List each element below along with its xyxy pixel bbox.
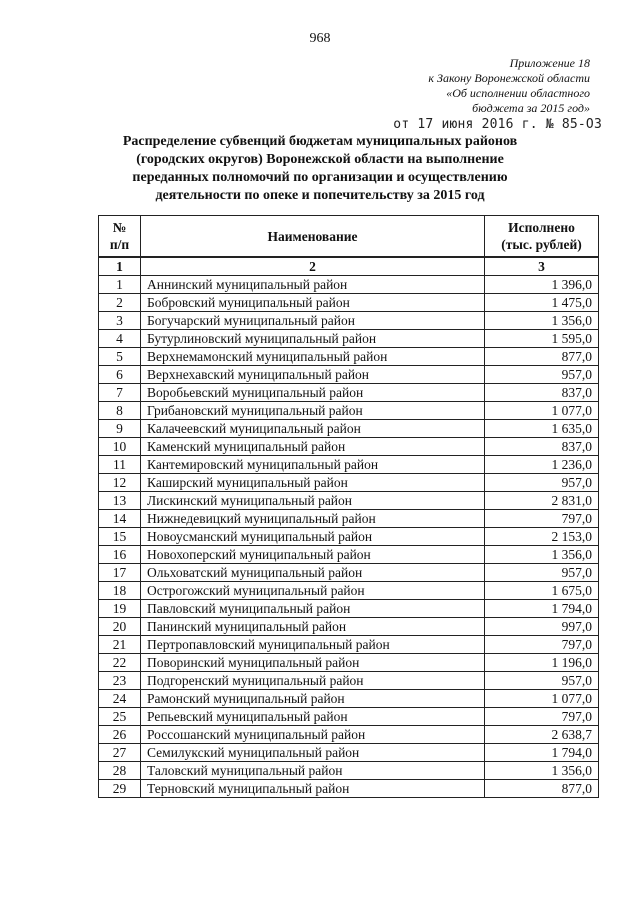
row-name-cell: Кантемировский муниципальный район xyxy=(141,456,485,474)
table-row xyxy=(99,618,599,636)
appendix-line: бюджета за 2015 год» xyxy=(472,101,590,115)
row-value-cell: 1 675,0 xyxy=(485,582,599,600)
row-name-cell: Семилукский муниципальный район xyxy=(141,744,485,762)
header-value-line: (тыс. рублей) xyxy=(501,237,582,252)
table-row xyxy=(99,474,599,492)
row-value-cell: 1 794,0 xyxy=(485,600,599,618)
table-row xyxy=(99,690,599,708)
row-name-cell: Новоусманский муниципальный район xyxy=(141,528,485,546)
row-value-cell: 2 638,7 xyxy=(485,726,599,744)
row-name-cell: Панинский муниципальный район xyxy=(141,618,485,636)
row-number-cell: 25 xyxy=(99,708,141,726)
row-number-cell: 16 xyxy=(99,546,141,564)
row-name-cell: Нижнедевицкий муниципальный район xyxy=(141,510,485,528)
row-name-cell: Верхнехавский муниципальный район xyxy=(141,366,485,384)
table-row xyxy=(99,780,599,798)
row-name-cell: Бобровский муниципальный район xyxy=(141,294,485,312)
row-value-cell: 877,0 xyxy=(485,780,599,798)
row-number-cell: 4 xyxy=(99,330,141,348)
row-number-cell: 13 xyxy=(99,492,141,510)
row-name-cell: Терновский муниципальный район xyxy=(141,780,485,798)
table-row xyxy=(99,636,599,654)
title-line: (городских округов) Воронежской области на выполнение xyxy=(136,152,504,167)
table-row xyxy=(99,402,599,420)
table-row xyxy=(99,348,599,366)
row-value-cell: 1 356,0 xyxy=(485,546,599,564)
appendix-note xyxy=(330,56,590,116)
row-name-cell: Россошанский муниципальный район xyxy=(141,726,485,744)
row-number-cell: 28 xyxy=(99,762,141,780)
row-number-cell: 7 xyxy=(99,384,141,402)
row-value-cell: 1 356,0 xyxy=(485,762,599,780)
table-row xyxy=(99,294,599,312)
row-value-cell: 957,0 xyxy=(485,672,599,690)
row-name-cell: Каменский муниципальный район xyxy=(141,438,485,456)
row-number-cell: 9 xyxy=(99,420,141,438)
table-row xyxy=(99,366,599,384)
table-row xyxy=(99,672,599,690)
table-row xyxy=(99,762,599,780)
row-name-cell: Лискинский муниципальный район xyxy=(141,492,485,510)
row-number-cell: 29 xyxy=(99,780,141,798)
header-name: Наименование xyxy=(141,216,485,258)
table-row xyxy=(99,654,599,672)
row-number-cell: 19 xyxy=(99,600,141,618)
table-row xyxy=(99,510,599,528)
row-value-cell: 957,0 xyxy=(485,366,599,384)
row-name-cell: Грибановский муниципальный район xyxy=(141,402,485,420)
row-number-cell: 10 xyxy=(99,438,141,456)
table-row xyxy=(99,330,599,348)
row-number-cell: 20 xyxy=(99,618,141,636)
table-row xyxy=(99,420,599,438)
row-value-cell: 1 196,0 xyxy=(485,654,599,672)
row-name-cell: Подгоренский муниципальный район xyxy=(141,672,485,690)
row-value-cell: 877,0 xyxy=(485,348,599,366)
row-name-cell: Каширский муниципальный район xyxy=(141,474,485,492)
row-value-cell: 797,0 xyxy=(485,636,599,654)
row-number-cell: 14 xyxy=(99,510,141,528)
row-number-cell: 1 xyxy=(99,276,141,294)
appendix-line: к Закону Воронежской области xyxy=(428,71,590,85)
row-value-cell: 1 595,0 xyxy=(485,330,599,348)
title-line: деятельности по опеке и попечительству за 2015 год xyxy=(155,188,485,203)
table-row xyxy=(99,582,599,600)
row-name-cell: Таловский муниципальный район xyxy=(141,762,485,780)
table-row xyxy=(99,546,599,564)
column-number: 2 xyxy=(141,257,485,276)
row-value-cell: 1 794,0 xyxy=(485,744,599,762)
column-number-row xyxy=(99,257,599,276)
table-row xyxy=(99,600,599,618)
row-number-cell: 6 xyxy=(99,366,141,384)
row-number-cell: 5 xyxy=(99,348,141,366)
row-name-cell: Ольховатский муниципальный район xyxy=(141,564,485,582)
row-number-cell: 3 xyxy=(99,312,141,330)
header-value-line: Исполнено xyxy=(508,220,575,235)
row-value-cell: 1 475,0 xyxy=(485,294,599,312)
row-value-cell: 997,0 xyxy=(485,618,599,636)
row-number-cell: 24 xyxy=(99,690,141,708)
row-value-cell: 2 831,0 xyxy=(485,492,599,510)
row-value-cell: 957,0 xyxy=(485,564,599,582)
column-number: 3 xyxy=(485,257,599,276)
table-row xyxy=(99,276,599,294)
column-number: 1 xyxy=(99,257,141,276)
row-name-cell: Поворинский муниципальный район xyxy=(141,654,485,672)
header-number-line: п/п xyxy=(109,237,130,252)
date-stamp: от 17 июня 2016 г. № 85-ОЗ xyxy=(393,117,602,132)
row-name-cell: Калачеевский муниципальный район xyxy=(141,420,485,438)
row-value-cell: 797,0 xyxy=(485,708,599,726)
appendix-line: Приложение 18 xyxy=(509,56,590,70)
row-number-cell: 17 xyxy=(99,564,141,582)
header-number-line: № xyxy=(112,220,127,235)
table-row xyxy=(99,564,599,582)
row-number-cell: 21 xyxy=(99,636,141,654)
table-row xyxy=(99,708,599,726)
row-name-cell: Богучарский муниципальный район xyxy=(141,312,485,330)
row-value-cell: 1 635,0 xyxy=(485,420,599,438)
row-value-cell: 837,0 xyxy=(485,384,599,402)
row-value-cell: 1 356,0 xyxy=(485,312,599,330)
row-value-cell: 1 396,0 xyxy=(485,276,599,294)
table-row xyxy=(99,726,599,744)
row-name-cell: Воробьевский муниципальный район xyxy=(141,384,485,402)
row-number-cell: 11 xyxy=(99,456,141,474)
row-value-cell: 837,0 xyxy=(485,438,599,456)
table-row xyxy=(99,492,599,510)
row-value-cell: 1 236,0 xyxy=(485,456,599,474)
row-number-cell: 18 xyxy=(99,582,141,600)
row-name-cell: Рамонский муниципальный район xyxy=(141,690,485,708)
row-value-cell: 1 077,0 xyxy=(485,690,599,708)
row-name-cell: Репьевский муниципальный район xyxy=(141,708,485,726)
table-row xyxy=(99,312,599,330)
table-row xyxy=(99,456,599,474)
row-number-cell: 15 xyxy=(99,528,141,546)
table-row xyxy=(99,438,599,456)
row-number-cell: 12 xyxy=(99,474,141,492)
row-number-cell: 27 xyxy=(99,744,141,762)
row-number-cell: 22 xyxy=(99,654,141,672)
row-number-cell: 2 xyxy=(99,294,141,312)
row-name-cell: Бутурлиновский муниципальный район xyxy=(141,330,485,348)
title-line: Распределение субвенций бюджетам муниципальных районов xyxy=(122,134,518,149)
row-name-cell: Верхнемамонский муниципальный район xyxy=(141,348,485,366)
table-row xyxy=(99,384,599,402)
page-number: 968 xyxy=(309,31,331,46)
row-name-cell: Острогожский муниципальный район xyxy=(141,582,485,600)
row-name-cell: Новохоперский муниципальный район xyxy=(141,546,485,564)
row-number-cell: 8 xyxy=(99,402,141,420)
title-line: переданных полномочий по организации и осуществлению xyxy=(132,170,508,185)
row-number-cell: 26 xyxy=(99,726,141,744)
header-number xyxy=(99,216,141,258)
document-title xyxy=(95,133,545,205)
row-value-cell: 957,0 xyxy=(485,474,599,492)
appendix-line: «Об исполнении областного xyxy=(446,86,590,100)
row-value-cell: 1 077,0 xyxy=(485,402,599,420)
row-name-cell: Аннинский муниципальный район xyxy=(141,276,485,294)
row-name-cell: Пертропавловский муниципальный район xyxy=(141,636,485,654)
row-value-cell: 797,0 xyxy=(485,510,599,528)
row-name-cell: Павловский муниципальный район xyxy=(141,600,485,618)
row-number-cell: 23 xyxy=(99,672,141,690)
table-row xyxy=(99,528,599,546)
subventions-table xyxy=(98,215,599,798)
header-value xyxy=(485,216,599,258)
table-header-row xyxy=(99,216,599,258)
row-value-cell: 2 153,0 xyxy=(485,528,599,546)
table-row xyxy=(99,744,599,762)
